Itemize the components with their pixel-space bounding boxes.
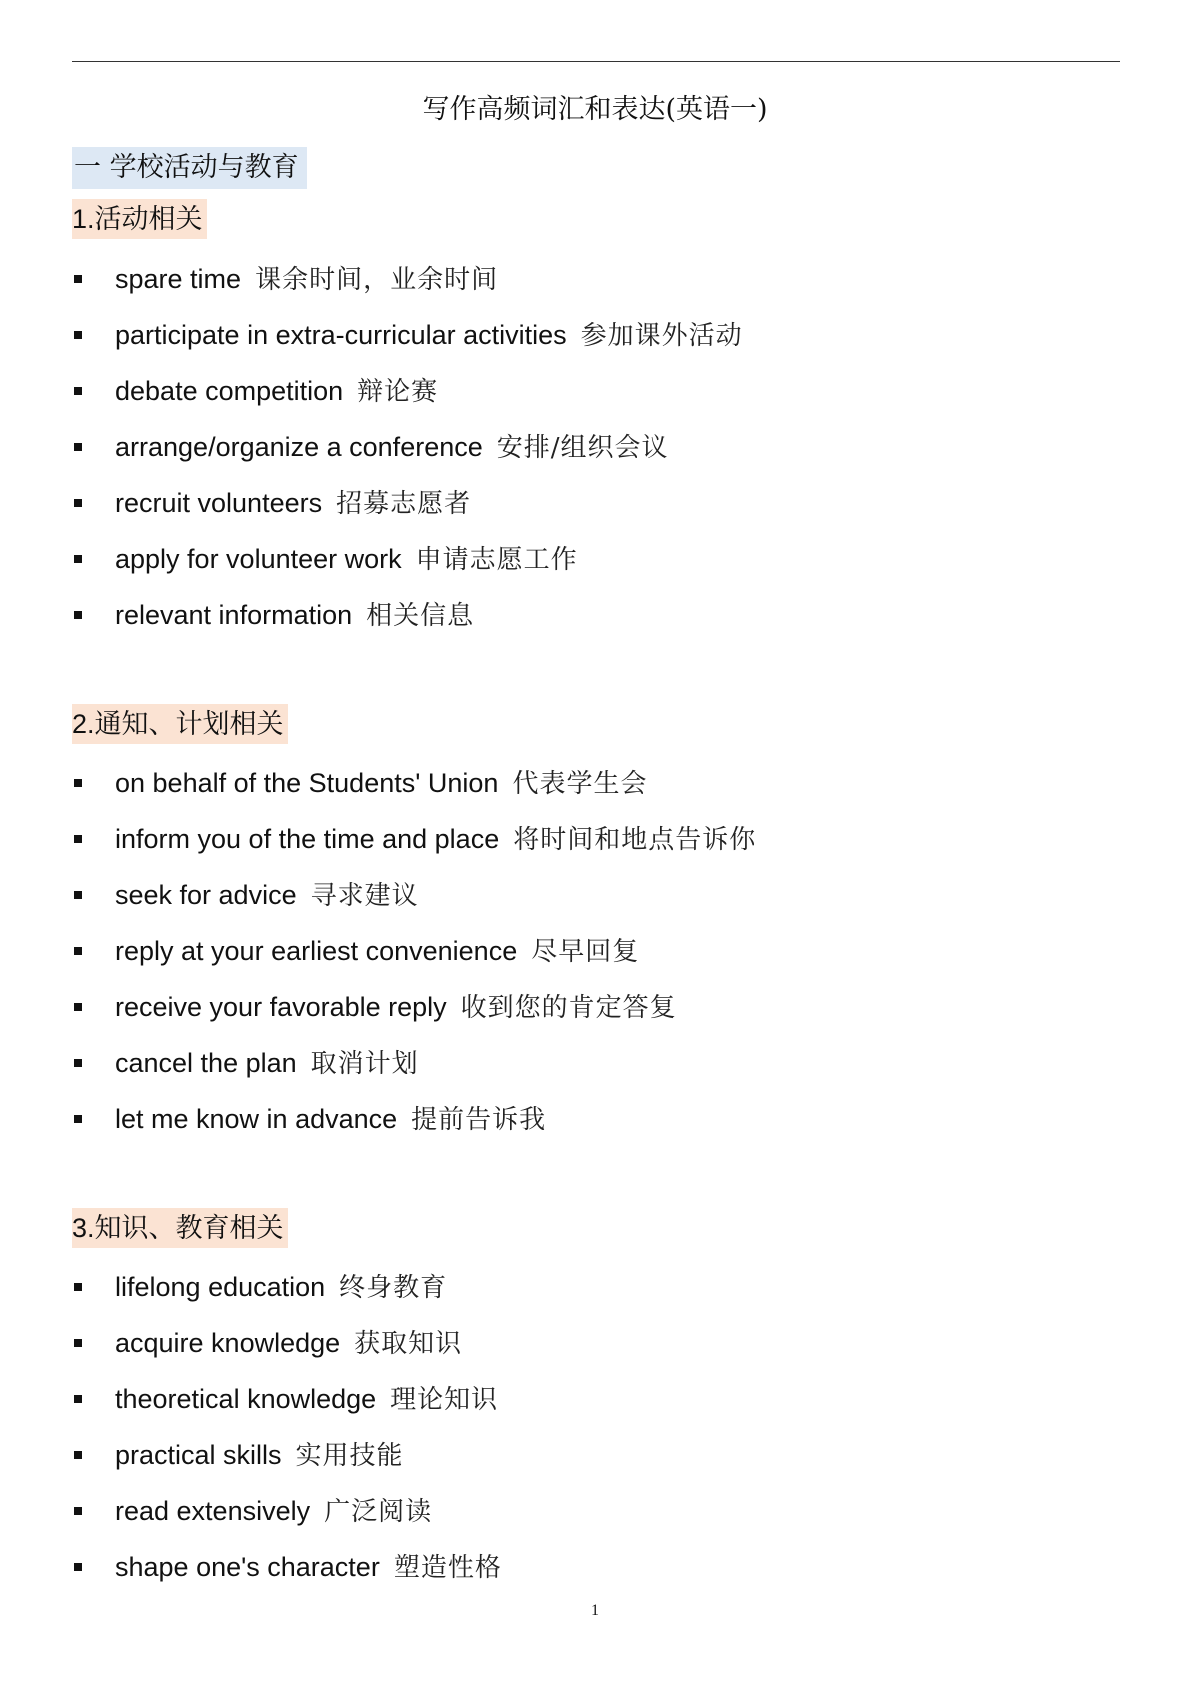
list-item-text bbox=[115, 1489, 432, 1534]
english-phrase: recruit volunteers bbox=[115, 488, 323, 518]
english-phrase: reply at your earliest convenience bbox=[115, 936, 518, 966]
list-item-text bbox=[115, 1097, 546, 1142]
list-item bbox=[72, 1377, 1072, 1421]
bullet-icon bbox=[74, 1451, 82, 1459]
chinese-translation: 收到您的肯定答复 bbox=[460, 993, 677, 1023]
list-item bbox=[72, 369, 1072, 413]
list-item-text bbox=[115, 257, 498, 302]
list-item-text bbox=[115, 313, 743, 358]
chinese-translation: 将时间和地点告诉你 bbox=[513, 825, 757, 855]
list-item-text bbox=[115, 929, 639, 974]
subheading-text: 活动相关 bbox=[94, 204, 203, 235]
english-phrase: debate competition bbox=[115, 376, 344, 406]
subheading-text: 通知、计划相关 bbox=[94, 709, 284, 740]
english-phrase: apply for volunteer work bbox=[115, 544, 402, 574]
list-item-text bbox=[115, 481, 471, 526]
subheading-activities bbox=[72, 199, 207, 239]
bullet-icon bbox=[74, 499, 82, 507]
chinese-translation: 课余时间，业余时间 bbox=[255, 265, 499, 295]
list-item-text bbox=[115, 1041, 419, 1086]
chinese-translation: 提前告诉我 bbox=[411, 1105, 547, 1135]
chinese-translation: 广泛阅读 bbox=[324, 1497, 433, 1527]
list-item bbox=[72, 929, 1072, 973]
list-item bbox=[72, 873, 1072, 917]
subheading-number: 1. bbox=[72, 204, 95, 234]
bullet-icon bbox=[74, 275, 82, 283]
bullet-icon bbox=[74, 1395, 82, 1403]
english-phrase: arrange/organize a conference bbox=[115, 432, 483, 462]
list-item bbox=[72, 313, 1072, 357]
chinese-translation: 安排/组织会议 bbox=[496, 433, 669, 463]
list-item bbox=[72, 1097, 1072, 1141]
chinese-translation: 尽早回复 bbox=[531, 937, 640, 967]
list-item-text bbox=[115, 1545, 502, 1590]
bullet-icon bbox=[74, 387, 82, 395]
list-item-text bbox=[115, 1265, 447, 1310]
subheading-number: 3. bbox=[72, 1213, 95, 1243]
bullet-icon bbox=[74, 1339, 82, 1347]
english-phrase: participate in extra-curricular activities bbox=[115, 320, 567, 350]
list-item-text bbox=[115, 985, 677, 1030]
list-item bbox=[72, 761, 1072, 805]
english-phrase: read extensively bbox=[115, 1496, 311, 1526]
english-phrase: relevant information bbox=[115, 600, 353, 630]
chinese-translation: 相关信息 bbox=[366, 601, 475, 631]
bullet-icon bbox=[74, 1563, 82, 1571]
list-item-text bbox=[115, 1377, 498, 1422]
chinese-translation: 取消计划 bbox=[310, 1049, 419, 1079]
list-item-text bbox=[115, 369, 438, 414]
page-number: 1 bbox=[591, 1602, 599, 1619]
english-phrase: acquire knowledge bbox=[115, 1328, 341, 1358]
bullet-icon bbox=[74, 555, 82, 563]
bullet-icon bbox=[74, 835, 82, 843]
bullet-icon bbox=[74, 611, 82, 619]
subheading-number: 2. bbox=[72, 709, 95, 739]
english-phrase: receive your favorable reply bbox=[115, 992, 447, 1022]
english-phrase: cancel the plan bbox=[115, 1048, 297, 1078]
english-phrase: spare time bbox=[115, 264, 242, 294]
chinese-translation: 寻求建议 bbox=[310, 881, 419, 911]
bullet-icon bbox=[74, 443, 82, 451]
list-item bbox=[72, 1321, 1072, 1365]
list-item-text bbox=[115, 1321, 462, 1366]
chinese-translation: 招募志愿者 bbox=[336, 489, 472, 519]
list-item-text bbox=[115, 593, 474, 638]
list-item-text bbox=[115, 761, 647, 806]
english-phrase: seek for advice bbox=[115, 880, 297, 910]
chinese-translation: 参加课外活动 bbox=[580, 321, 743, 351]
bullet-icon bbox=[74, 1507, 82, 1515]
english-phrase: lifelong education bbox=[115, 1272, 326, 1302]
list-item bbox=[72, 1489, 1072, 1533]
list-item-text bbox=[115, 817, 756, 862]
list-item bbox=[72, 1545, 1072, 1589]
bullet-icon bbox=[74, 779, 82, 787]
chinese-translation: 申请志愿工作 bbox=[415, 545, 578, 575]
list-item bbox=[72, 1265, 1072, 1309]
english-phrase: shape one's character bbox=[115, 1552, 380, 1582]
section-heading: 一 学校活动与教育 bbox=[72, 147, 307, 189]
list-item bbox=[72, 481, 1072, 525]
list-item bbox=[72, 537, 1072, 581]
chinese-translation: 代表学生会 bbox=[512, 769, 648, 799]
header-rule bbox=[72, 61, 1120, 62]
subheading-education bbox=[72, 1208, 288, 1248]
subheading-notices bbox=[72, 704, 288, 744]
bullet-icon bbox=[74, 331, 82, 339]
bullet-icon bbox=[74, 1059, 82, 1067]
english-phrase: theoretical knowledge bbox=[115, 1384, 377, 1414]
chinese-translation: 塑造性格 bbox=[393, 1553, 502, 1583]
list-item bbox=[72, 257, 1072, 301]
list-item-text bbox=[115, 1433, 404, 1478]
subheading-text: 知识、教育相关 bbox=[94, 1213, 284, 1244]
bullet-icon bbox=[74, 891, 82, 899]
list-item-text bbox=[115, 425, 669, 470]
bullet-icon bbox=[74, 1003, 82, 1011]
english-phrase: inform you of the time and place bbox=[115, 824, 500, 854]
chinese-translation: 获取知识 bbox=[354, 1329, 463, 1359]
list-item bbox=[72, 593, 1072, 637]
list-item bbox=[72, 1041, 1072, 1085]
chinese-translation: 辩论赛 bbox=[357, 377, 439, 407]
bullet-icon bbox=[74, 947, 82, 955]
english-phrase: on behalf of the Students' Union bbox=[115, 768, 499, 798]
list-item bbox=[72, 1433, 1072, 1477]
chinese-translation: 实用技能 bbox=[295, 1441, 404, 1471]
chinese-translation: 终身教育 bbox=[339, 1273, 448, 1303]
list-item bbox=[72, 817, 1072, 861]
bullet-icon bbox=[74, 1115, 82, 1123]
chinese-translation: 理论知识 bbox=[390, 1385, 499, 1415]
list-item-text bbox=[115, 537, 578, 582]
bullet-icon bbox=[74, 1283, 82, 1291]
english-phrase: practical skills bbox=[115, 1440, 282, 1470]
list-item-text bbox=[115, 873, 419, 918]
list-item bbox=[72, 425, 1072, 469]
document-title: 写作高频词汇和表达(英语一) bbox=[422, 94, 768, 125]
english-phrase: let me know in advance bbox=[115, 1104, 398, 1134]
list-item bbox=[72, 985, 1072, 1029]
